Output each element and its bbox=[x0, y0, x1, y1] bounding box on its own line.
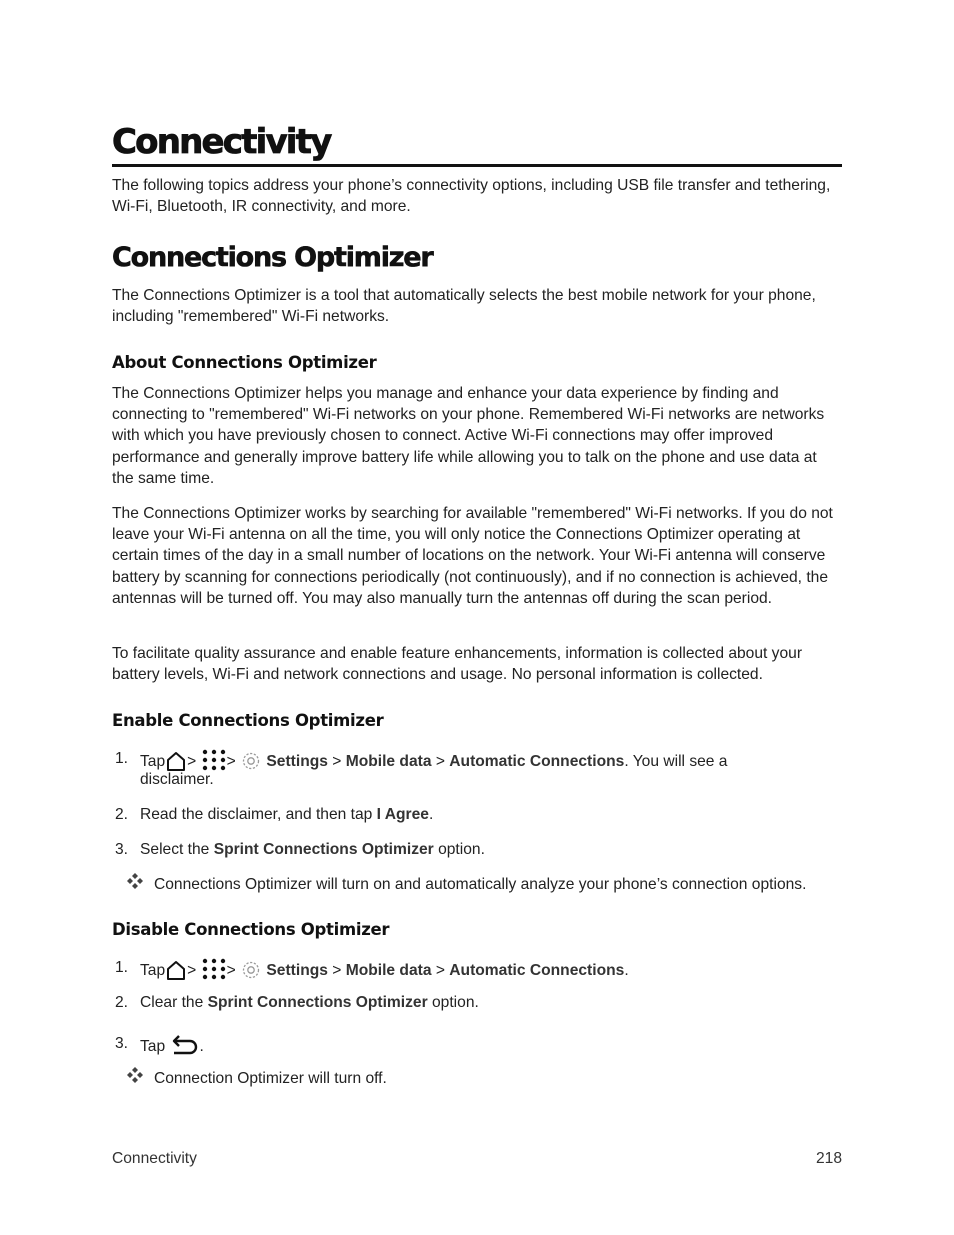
step-number: 1. bbox=[115, 750, 129, 767]
back-icon bbox=[170, 1033, 200, 1057]
enable-heading: Enable Connections Optimizer bbox=[112, 711, 384, 730]
diamond-bullet-icon bbox=[126, 1066, 144, 1084]
footer-page-number: 218 bbox=[815, 1150, 842, 1167]
settings-gear-icon bbox=[240, 959, 262, 981]
title-underline bbox=[112, 164, 842, 167]
diamond-bullet-icon bbox=[126, 872, 144, 890]
page-title: Connectivity bbox=[112, 122, 331, 162]
section-intro: The Connections Optimizer is a tool that automatically selects the best mobile network for your phone, including "remembered" Wi-Fi networks. bbox=[112, 287, 816, 326]
about-heading: About Connections Optimizer bbox=[112, 353, 377, 372]
disable-heading: Disable Connections Optimizer bbox=[112, 920, 390, 939]
footer-section-name: Connectivity bbox=[112, 1150, 197, 1167]
about-paragraph-1: The Connections Optimizer helps you manage and enhance your data experience by finding and connecting to "remembered" Wi-Fi networks on your phone. Remembered Wi-Fi networks are networks with which you have previously chosen to connect. Active Wi-Fi connections may offer improved performance and generally improve battery life while allowing you to talk on the phone and use data at the same time. bbox=[112, 385, 825, 487]
settings-gear-icon bbox=[240, 750, 262, 772]
section-title: Connections Optimizer bbox=[112, 242, 433, 273]
about-paragraph-3: To facilitate quality assurance and enable feature enhancements, information is collected about your battery levels, Wi-Fi and network connections and usage. No personal information is collected. bbox=[112, 645, 803, 684]
home-icon bbox=[165, 959, 187, 981]
apps-grid-icon bbox=[201, 957, 227, 981]
step-text: Tap > > Settings > Mobile data > Automatic Connections. You will see a bbox=[140, 748, 840, 772]
step-text-continued: disclaimer. bbox=[140, 771, 214, 788]
enable-note: Connections Optimizer will turn on and automatically analyze your phone’s connection options. bbox=[154, 876, 807, 893]
about-paragraph-2: The Connections Optimizer works by searching for available "remembered" Wi-Fi networks. If you do not leave your Wi-Fi antenna on all the time, you will only notice the Connections Optimizer operating at certain times of the day in a small number of locations on the network. Your Wi-Fi antenna will conserve battery by scanning for connections periodically (not continuously), and if no connection is achieved, the antennas will be turned off. You may also manually turn the antennas off during the scan period. bbox=[112, 505, 833, 607]
disable-note: Connection Optimizer will turn off. bbox=[154, 1070, 387, 1087]
intro-paragraph: The following topics address your phone’s connectivity options, including USB file transfer and tethering, Wi-Fi, Bluetooth, IR connectivity, and more. bbox=[112, 177, 831, 216]
